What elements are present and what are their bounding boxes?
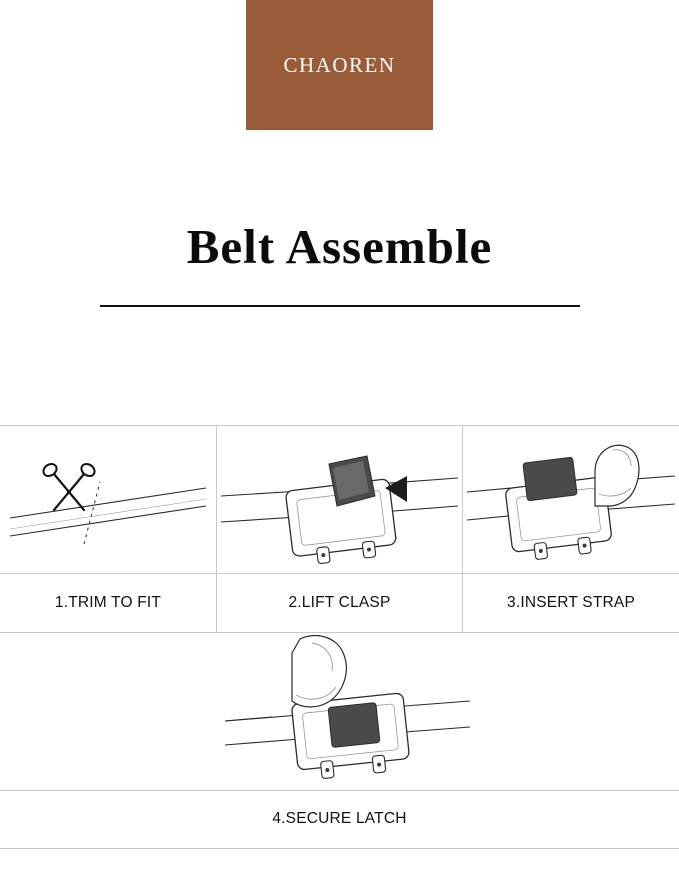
buckle-lift-clasp-icon xyxy=(217,426,462,574)
page-title: Belt Assemble xyxy=(186,219,493,274)
brand-block xyxy=(246,0,433,130)
title-divider xyxy=(100,305,580,307)
brand-name: CHAOREN xyxy=(283,52,396,77)
step-cell-secure-latch xyxy=(0,633,679,848)
page-title-wrap xyxy=(0,219,679,274)
step-caption: 1.TRIM TO FIT xyxy=(54,594,162,611)
step-cell-trim-to-fit xyxy=(0,426,216,632)
scissors-cutting-belt-icon xyxy=(0,426,216,574)
finger-press-latch-icon xyxy=(0,633,679,790)
step-cell-lift-clasp xyxy=(217,426,462,632)
grid-row2-bottom-divider xyxy=(0,848,679,849)
finger-insert-strap-icon xyxy=(463,426,679,574)
step-cell-insert-strap xyxy=(463,426,679,632)
step-caption: 4.SECURE LATCH xyxy=(272,810,407,827)
step-caption: 3.INSERT STRAP xyxy=(507,594,635,611)
step-caption: 2.LIFT CLASP xyxy=(288,594,391,611)
